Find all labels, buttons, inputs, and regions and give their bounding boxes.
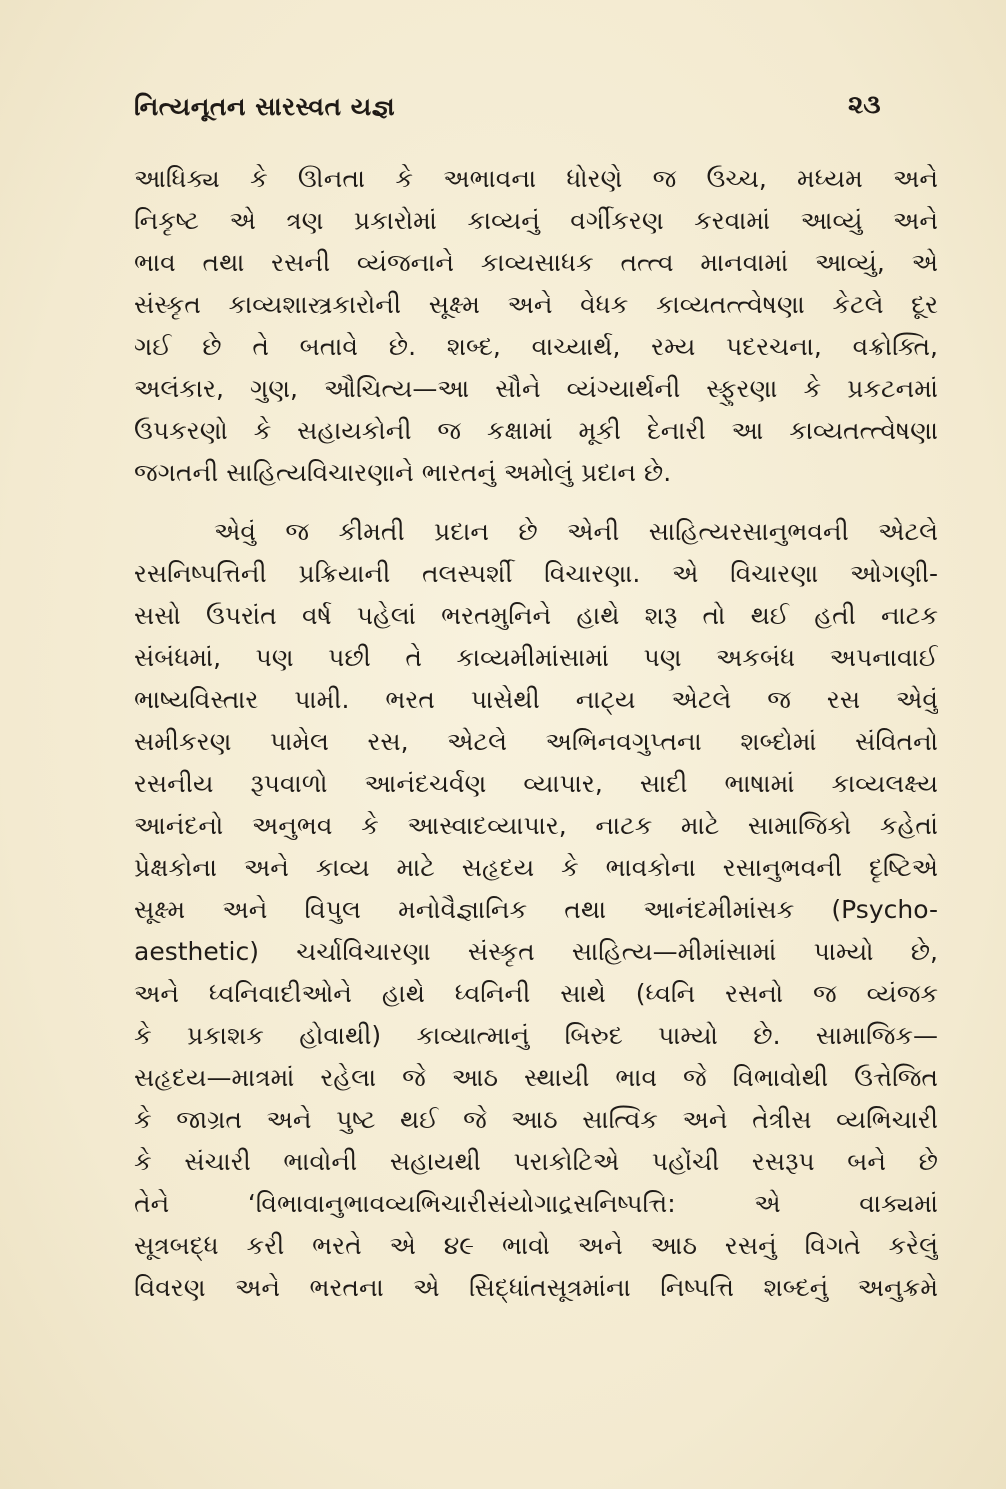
text-line: તેને ‘વિભાવાનુભાવવ્યભિચારીસંયોગાદ્રસનિષ્પત્તિ: એ વાક્યમાં [134,1189,938,1218]
text-line: કે જાગ્રત અને પુષ્ટ થઈ જે આઠ સાત્વિક અને તેત્રીસ વ્યભિચારી [134,1105,938,1134]
text-line: ગઈ છે તે બતાવે છે. શબ્દ, વાચ્યાર્થ, રમ્ય પદરચના, વક્રોક્તિ, [134,332,938,361]
text-line: આનંદનો અનુભવ કે આસ્વાદવ્યાપાર, નાટક માટે સામાજિકો કહેતાં [134,811,938,840]
text-line: સસો ઉપરાંત વર્ષ પહેલાં ભરતમુનિને હાથે શરૂ તો થઈ હતી નાટક [134,601,938,630]
text-line: એવું જ કીમતી પ્રદાન છે એની સાહિત્યરસાનુભવની એટલે [214,517,938,546]
text-line: સૂક્ષ્મ અને વિપુલ મનોવૈજ્ઞાનિક તથા આનંદમીમાંસક (Psycho- [134,895,938,924]
text-line: રસનિષ્પત્તિની પ્રક્રિયાની તલસ્પર્શી વિચારણા. એ વિચારણા ઓગણી- [134,559,938,588]
text-line: જગતની સાહિત્યવિચારણાને ભારતનું અમોલું પ્રદાન છે. [134,458,672,487]
text-line: આધિક્ય કે ઊનતા કે અભાવના ધોરણે જ ઉચ્ચ, મધ્યમ અને [134,164,938,193]
text-line: સહૃદય—માત્રમાં રહેલા જે આઠ સ્થાયી ભાવ જે વિભાવોથી ઉત્તેજિત [134,1063,938,1092]
text-line: ઉપકરણો કે સહાયકોની જ કક્ષામાં મૂકી દેનારી આ કાવ્યતત્ત્વેષણા [134,416,938,445]
text-line: અલંકાર, ગુણ, ઔચિત્ય—આ સૌને વ્યંગ્યાર્થની સ્ફુરણા કે પ્રકટનમાં [134,374,938,403]
text-line: સૂત્રબદ્ધ કરી ભરતે એ ૪૯ ભાવો અને આઠ રસનું વિગતે કરેલું [134,1231,938,1260]
page-number: ૨૩ [848,90,881,120]
text-line: નિકૃષ્ટ એ ત્રણ પ્રકારોમાં કાવ્યનું વર્ગીકરણ કરવામાં આવ્યું અને [134,206,938,235]
text-line: સમીકરણ પામેલ રસ, એટલે અભિનવગુપ્તના શબ્દોમાં સંવિતનો [134,727,938,756]
text-line: ભાવ તથા રસની વ્યંજનાને કાવ્યસાધક તત્ત્વ માનવામાં આવ્યું, એ [134,248,938,277]
running-head-title: નિત્યનૂતન સારસ્વત યજ્ઞ [134,92,396,121]
text-line: અને ધ્વનિવાદીઓને હાથે ધ્વનિની સાથે (ધ્વનિ રસનો જ વ્યંજક [134,979,938,1008]
text-line: વિવરણ અને ભરતના એ સિદ્ધાંતસૂત્રમાંના નિષ્પત્તિ શબ્દનું અનુક્રમે [134,1273,938,1302]
text-line: ભાષ્યવિસ્તાર પામી. ભરત પાસેથી નાટ્ય એટલે જ રસ એવું [134,685,938,714]
text-line: સંબંધમાં, પણ પછી તે કાવ્યમીમાંસામાં પણ અકબંધ અપનાવાઈ [134,643,938,672]
text-line: કે સંચારી ભાવોની સહાયથી પરાકોટિએ પહોંચી રસરૂપ બને છે [134,1147,938,1176]
text-line: aesthetic) ચર્ચાવિચારણા સંસ્કૃત સાહિત્ય—મીમાંસામાં પામ્યો છે, [134,937,938,966]
text-line: સંસ્કૃત કાવ્યશાસ્ત્રકારોની સૂક્ષ્મ અને વેધક કાવ્યતત્ત્વેષણા કેટલે દૂર [134,290,938,319]
text-line: પ્રેક્ષકોના અને કાવ્ય માટે સહૃદય કે ભાવકોના રસાનુભવની દૃષ્ટિએ [134,853,938,882]
text-line: કે પ્રકાશક હોવાથી) કાવ્યાત્માનું બિરુદ પામ્યો છે. સામાજિક— [134,1021,938,1050]
text-line: રસનીય રૂપવાળો આનંદચર્વણ વ્યાપાર, સાદી ભાષામાં કાવ્યલક્ષ્ય [134,769,938,798]
